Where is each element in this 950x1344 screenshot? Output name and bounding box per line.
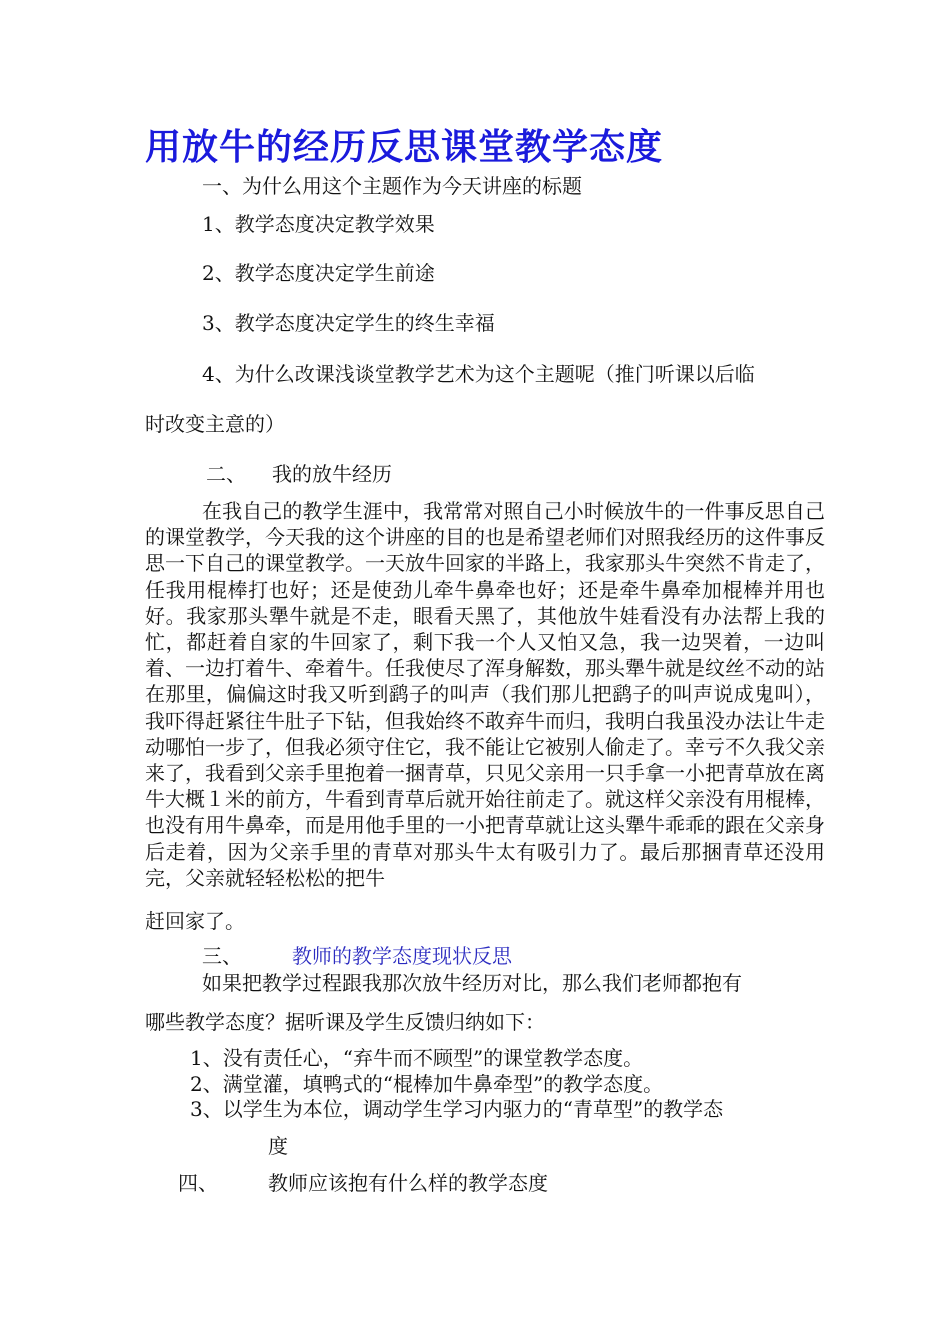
section2-paragraph-end: 赶回家了。 xyxy=(145,909,245,933)
section1-item-4-continued: 时改变主意的） xyxy=(145,412,285,436)
section3-intro-line1: 如果把教学过程跟我那次放牛经历对比，那么我们老师都抱有 xyxy=(202,971,742,995)
section1-item-4: 4、为什么改课浅谈堂教学艺术为这个主题呢（推门听课以后临 xyxy=(202,362,755,386)
section3-item-3-continued: 度 xyxy=(268,1134,288,1158)
section2-number: 二、 xyxy=(206,462,246,486)
section4-heading: 教师应该抱有什么样的教学态度 xyxy=(268,1171,548,1195)
section3-item-2: 2、满堂灌，填鸭式的“棍棒加牛鼻牵型”的教学态度。 xyxy=(190,1072,664,1096)
section3-item-3: 3、以学生为本位，调动学生学习内驱力的“青草型”的教学态 xyxy=(190,1097,724,1121)
document-title: 用放牛的经历反思课堂教学态度 xyxy=(145,127,664,168)
section3-item-1: 1、没有责任心，“弃牛而不顾型”的课堂教学态度。 xyxy=(190,1046,644,1070)
section4-number: 四、 xyxy=(178,1171,218,1195)
section2-paragraph: 在我自己的教学生涯中，我常常对照自己小时候放牛的一件事反思自己的课堂教学，今天我的这个讲座的目的也是希望老师们对照我经历的这件事反思一下自己的课堂教学。一天放牛回家的半路上，我家那头牛突然不肯走了，任我用棍棒打也好；还是使劲儿牵牛鼻牵也好；还是牵牛鼻牵加棍棒并用也好。我家那头犟牛就是不走，眼看天黑了，其他放牛娃看没有办法帮上我的忙，都赶着自家的牛回家了，剩下我一个人又怕又急，我一边哭着，一边叫着、一边打着牛、牵着牛。任我使尽了浑身解数，那头犟牛就是纹丝不动的站在那里，偏偏这时我又听到鹞子的叫声（我们那儿把鹞子的叫声说成鬼叫），我吓得赶紧往牛肚子下钻，但我始终不敢弃牛而归，我明白我虽没办法让牛走动哪怕一步了，但我必须守住它，我不能让它被别人偷走了。幸亏不久我父亲来了，我看到父亲手里抱着一捆青草，只见父亲用一只手拿一小把青草放在离牛大概１米的前方，牛看到青草后就开始往前走了。就这样父亲没有用棍棒，也没有用牛鼻牵，而是用他手里的一小把青草就让这头犟牛乖乖的跟在父亲身后走着，因为父亲手里的青草对那头牛太有吸引力了。最后那捆青草还没用完，父亲就轻轻松松的把牛 xyxy=(145,499,825,890)
section1-item-1: 1、教学态度决定教学效果 xyxy=(202,212,435,236)
section1-item-3: 3、教学态度决定学生的终生幸福 xyxy=(202,311,495,335)
section3-number: 三、 xyxy=(202,944,242,968)
section1-item-2: 2、教学态度决定学生前途 xyxy=(202,261,435,285)
section1-heading: 一、为什么用这个主题作为今天讲座的标题 xyxy=(202,174,582,198)
section3-heading: 教师的教学态度现状反思 xyxy=(292,944,512,968)
section3-intro-line2: 哪些教学态度？据听课及学生反馈归纳如下： xyxy=(145,1010,545,1034)
section2-heading: 我的放牛经历 xyxy=(272,462,392,486)
